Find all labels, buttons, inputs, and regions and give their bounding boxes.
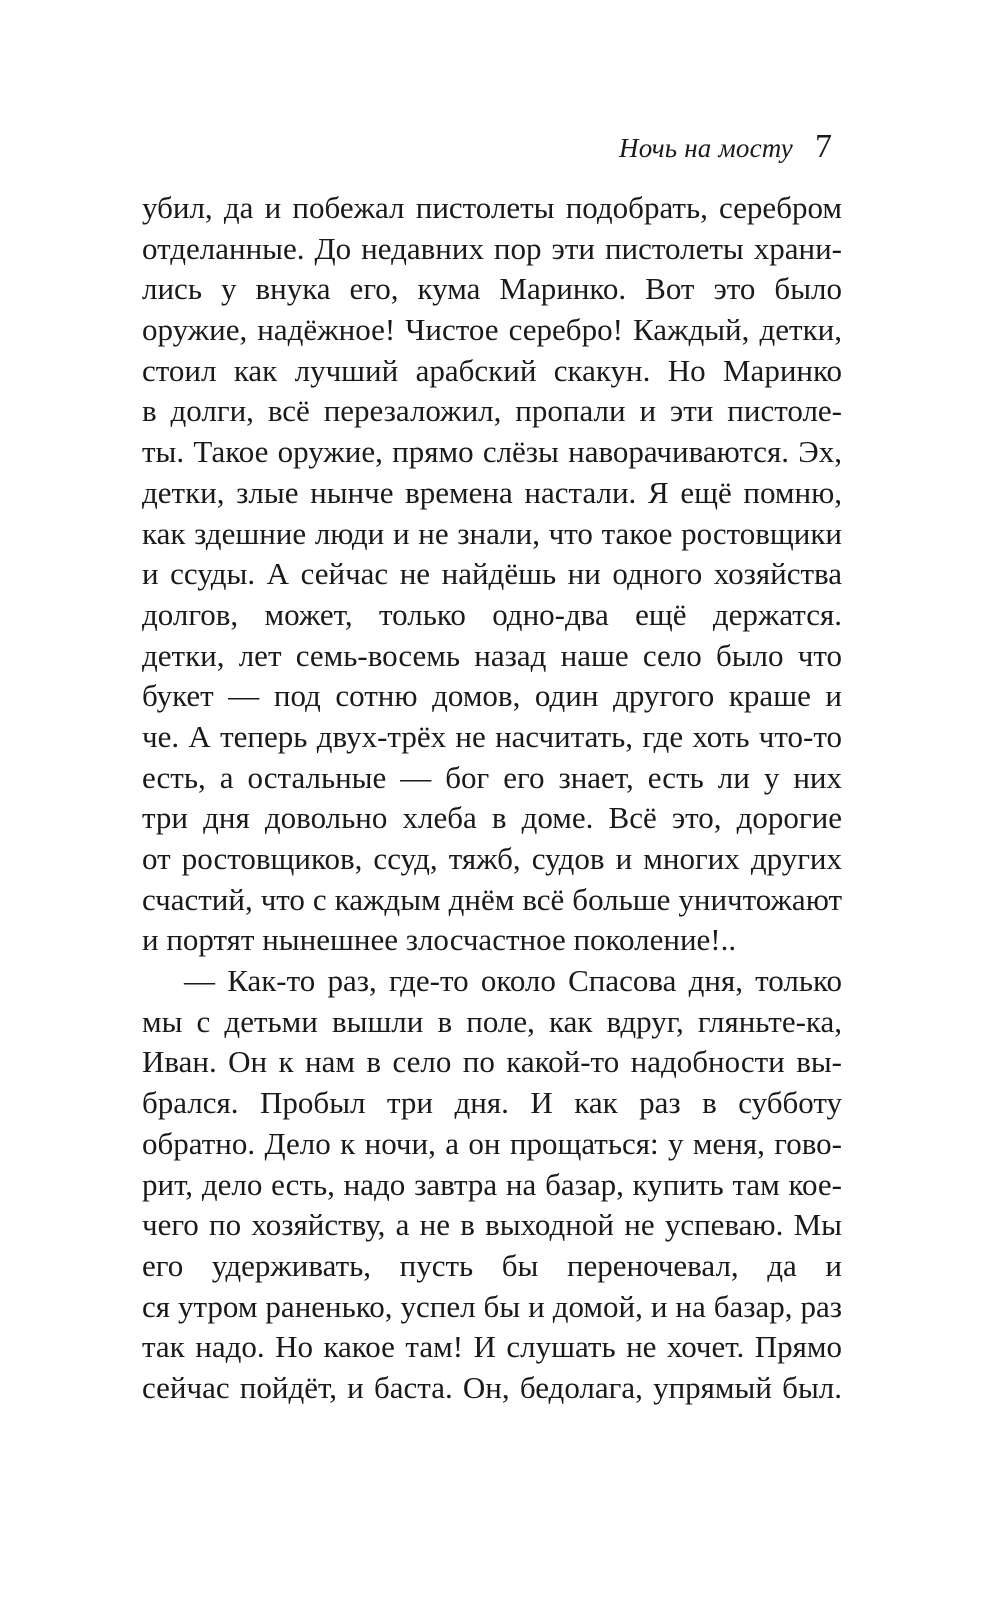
text-line: в долги, всё перезаложил, пропали и эти пистоле- xyxy=(142,393,842,429)
text-line: стоил как лучший арабский скакун. Но Маринко xyxy=(142,352,842,388)
running-header xyxy=(619,128,832,166)
text-line: от ростовщиков, ссуд, тяжб, судов и многих других xyxy=(142,841,842,876)
text-line: и ссуды. А сейчас не найдёшь ни одного хозяйства xyxy=(142,556,842,592)
text-line: букет — под сотню домов, один другого краше и xyxy=(142,678,842,714)
text-line: три дня довольно хлеба в доме. Всё это, дорогие xyxy=(142,800,842,836)
text-line: обратно. Дело к ночи, а он прощаться: у меня, гово- xyxy=(142,1125,842,1161)
text-line: — Как-то раз, где-то около Спасова дня, только xyxy=(184,963,842,999)
text-line: рит, дело есть, надо завтра на базар, купить там кое- xyxy=(142,1166,842,1202)
running-title: Ночь на мосту xyxy=(619,133,793,163)
text-line: сейчас пойдёт, и баста. Он, бедолага, упрямый был. xyxy=(142,1369,842,1405)
text-line: и портят нынешнее злосчастное поколение!.. xyxy=(142,922,737,958)
text-line: счастий, что с каждым днём всё больше уничтожают xyxy=(142,881,842,917)
text-line: мы с детьми вышли в поле, как вдруг, гляньте-ка, xyxy=(142,1003,842,1039)
text-line: долгов, может, только одно-два ещё держатся. xyxy=(142,596,842,632)
text-line: Иван. Он к нам в село по какой-то надобности вы- xyxy=(142,1044,842,1080)
text-line: детки, злые нынче времена настали. Я ещё помню, xyxy=(142,474,842,510)
text-line: его удерживать, пусть бы переночевал, да и xyxy=(142,1247,842,1283)
text-line: ты. Такое оружие, прямо слёзы наворачиваются. Эх, xyxy=(142,434,842,470)
text-line: лись у внука его, кума Маринко. Вот это было xyxy=(142,271,842,307)
paragraph-2 xyxy=(142,961,842,1409)
text-line: есть, а остальные — бог его знает, есть ли у них xyxy=(142,759,842,795)
text-line: ся утром раненько, успел бы и домой, и на базар, раз xyxy=(142,1288,842,1324)
text-line: чего по хозяйству, а не в выходной не успеваю. Мы xyxy=(142,1207,842,1243)
text-line: че. А теперь двух-трёх не насчитать, где хоть что-то xyxy=(142,718,842,754)
page-number: 7 xyxy=(815,128,832,165)
body-text xyxy=(142,188,842,1409)
text-line: как здешние люди и не знали, что такое ростовщики xyxy=(142,515,842,551)
text-line: отделанные. До недавних пор эти пистолеты храни- xyxy=(142,230,842,266)
text-line: брался. Пробыл три дня. И как раз в субботу xyxy=(142,1085,842,1121)
text-line: убил, да и побежал пистолеты подобрать, серебром xyxy=(142,190,842,225)
text-line: детки, лет семь-восемь назад наше село было что xyxy=(142,637,842,673)
paragraph-1 xyxy=(142,188,842,961)
text-line: так надо. Но какое там! И слушать не хочет. Прямо xyxy=(142,1329,842,1365)
text-line: оружие, надёжное! Чистое серебро! Каждый, детки, xyxy=(142,312,842,348)
